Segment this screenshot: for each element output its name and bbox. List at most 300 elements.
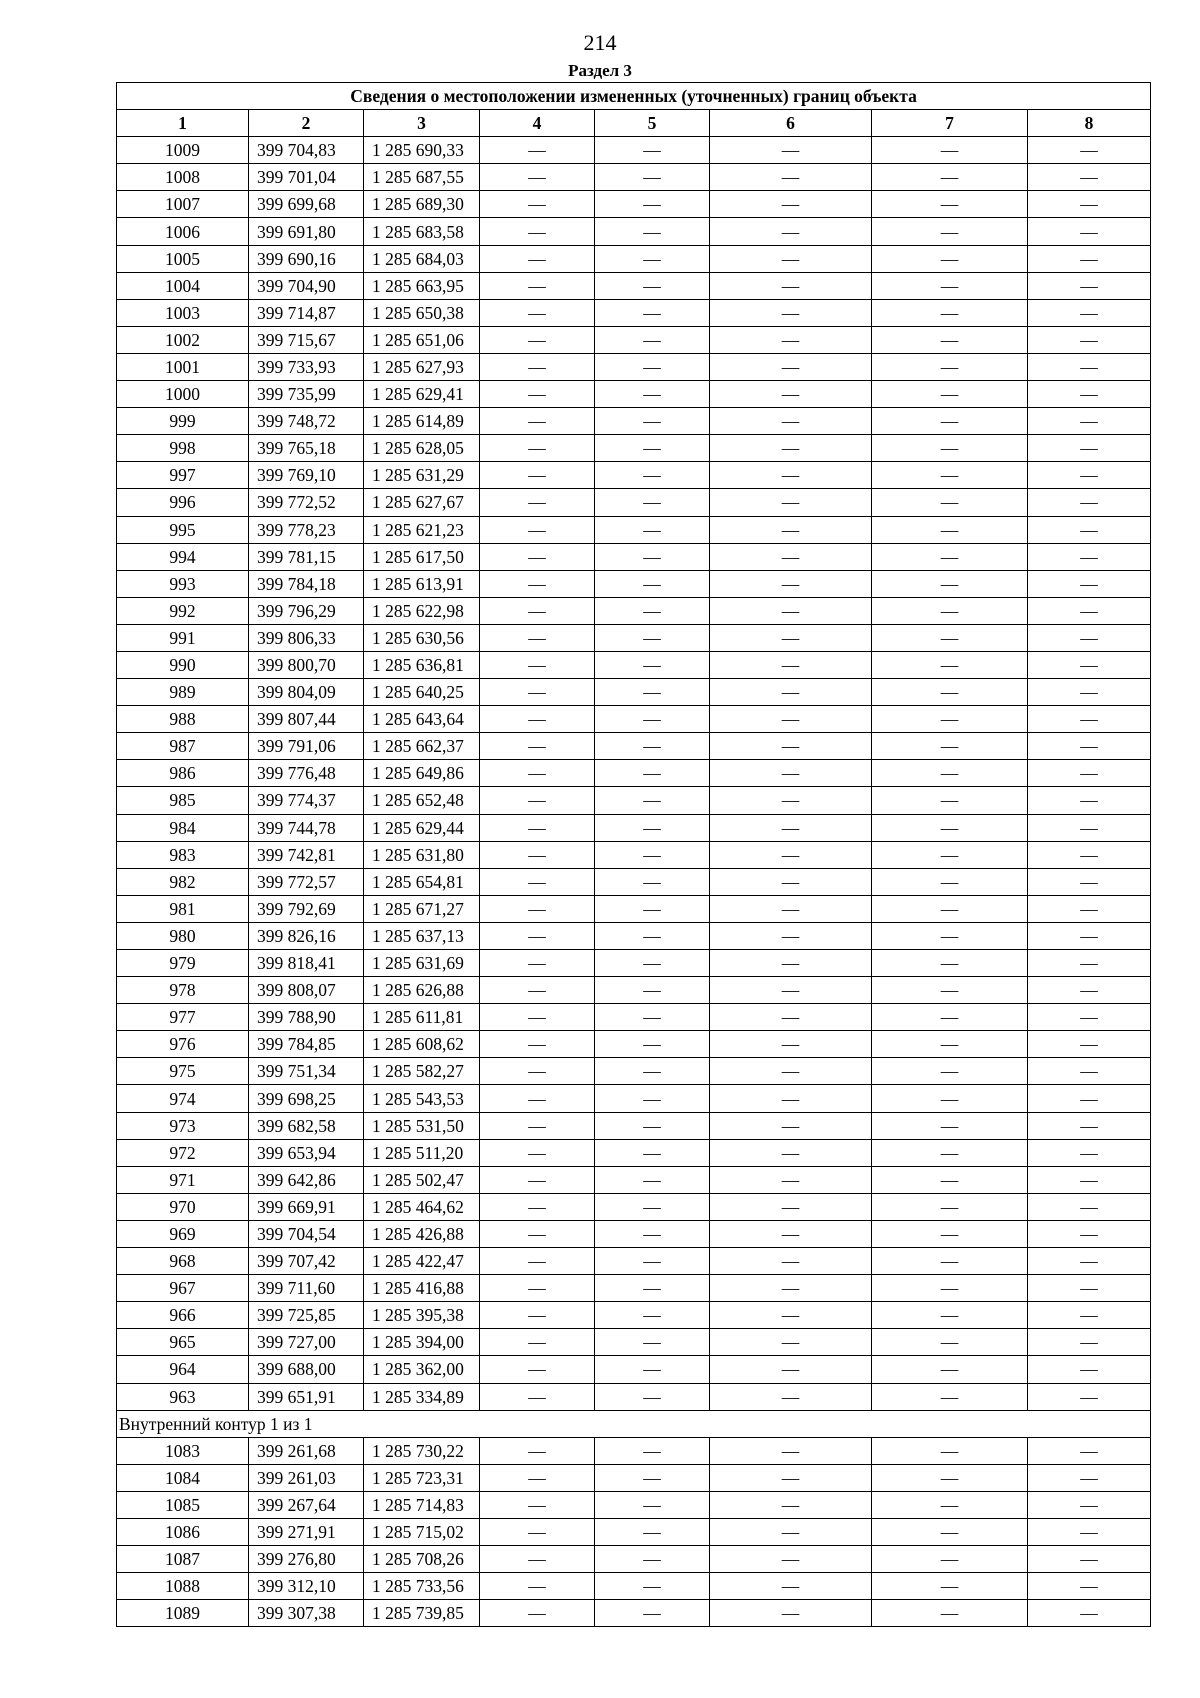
empty-value-cell: — (1028, 218, 1151, 245)
empty-value-cell: — (480, 137, 595, 164)
empty-value-cell: — (872, 1383, 1028, 1410)
empty-value-cell: — (710, 1437, 872, 1464)
y-coordinate-cell: 1 285 422,47 (364, 1248, 480, 1275)
empty-value-cell: — (480, 516, 595, 543)
empty-value-cell: — (595, 895, 710, 922)
empty-value-cell: — (595, 353, 710, 380)
empty-value-cell: — (1028, 489, 1151, 516)
empty-value-cell: — (872, 706, 1028, 733)
empty-value-cell: — (1028, 462, 1151, 489)
empty-value-cell: — (872, 1166, 1028, 1193)
empty-value-cell: — (710, 624, 872, 651)
y-coordinate-cell: 1 285 626,88 (364, 977, 480, 1004)
empty-value-cell: — (1028, 381, 1151, 408)
empty-value-cell: — (872, 1600, 1028, 1627)
point-number-cell: 985 (117, 787, 249, 814)
empty-value-cell: — (710, 1058, 872, 1085)
empty-value-cell: — (872, 1004, 1028, 1031)
empty-value-cell: — (1028, 1275, 1151, 1302)
table-row (117, 1356, 1151, 1383)
empty-value-cell: — (710, 597, 872, 624)
point-number-cell: 982 (117, 868, 249, 895)
empty-value-cell: — (480, 1491, 595, 1518)
y-coordinate-cell: 1 285 687,55 (364, 164, 480, 191)
y-coordinate-cell: 1 285 627,93 (364, 353, 480, 380)
x-coordinate-cell: 399 669,91 (249, 1193, 364, 1220)
empty-value-cell: — (480, 381, 595, 408)
empty-value-cell: — (872, 1193, 1028, 1220)
empty-value-cell: — (710, 326, 872, 353)
empty-value-cell: — (1028, 733, 1151, 760)
empty-value-cell: — (480, 1220, 595, 1247)
empty-value-cell: — (480, 245, 595, 272)
empty-value-cell: — (710, 787, 872, 814)
table-row (117, 1031, 1151, 1058)
empty-value-cell: — (1028, 1166, 1151, 1193)
empty-value-cell: — (1028, 1437, 1151, 1464)
y-coordinate-cell: 1 285 640,25 (364, 679, 480, 706)
table-row (117, 651, 1151, 678)
empty-value-cell: — (1028, 868, 1151, 895)
empty-value-cell: — (872, 1464, 1028, 1491)
x-coordinate-cell: 399 808,07 (249, 977, 364, 1004)
x-coordinate-cell: 399 778,23 (249, 516, 364, 543)
empty-value-cell: — (710, 733, 872, 760)
empty-value-cell: — (710, 1464, 872, 1491)
empty-value-cell: — (872, 1491, 1028, 1518)
x-coordinate-cell: 399 691,80 (249, 218, 364, 245)
y-coordinate-cell: 1 285 636,81 (364, 651, 480, 678)
y-coordinate-cell: 1 285 394,00 (364, 1329, 480, 1356)
empty-value-cell: — (595, 1004, 710, 1031)
x-coordinate-cell: 399 806,33 (249, 624, 364, 651)
column-header: 4 (480, 110, 595, 137)
empty-value-cell: — (710, 1166, 872, 1193)
empty-value-cell: — (595, 245, 710, 272)
point-number-cell: 1008 (117, 164, 249, 191)
empty-value-cell: — (1028, 1356, 1151, 1383)
point-number-cell: 965 (117, 1329, 249, 1356)
empty-value-cell: — (872, 1356, 1028, 1383)
empty-value-cell: — (595, 1383, 710, 1410)
empty-value-cell: — (872, 1220, 1028, 1247)
empty-value-cell: — (1028, 950, 1151, 977)
table-row (117, 814, 1151, 841)
empty-value-cell: — (1028, 841, 1151, 868)
x-coordinate-cell: 399 751,34 (249, 1058, 364, 1085)
empty-value-cell: — (480, 191, 595, 218)
empty-value-cell: — (595, 1600, 710, 1627)
boundary-coordinates-table (116, 82, 1151, 1627)
empty-value-cell: — (872, 191, 1028, 218)
empty-value-cell: — (480, 1546, 595, 1573)
y-coordinate-cell: 1 285 543,53 (364, 1085, 480, 1112)
empty-value-cell: — (872, 272, 1028, 299)
y-coordinate-cell: 1 285 662,37 (364, 733, 480, 760)
empty-value-cell: — (872, 950, 1028, 977)
point-number-cell: 1004 (117, 272, 249, 299)
column-header: 3 (364, 110, 480, 137)
table-row (117, 787, 1151, 814)
empty-value-cell: — (710, 462, 872, 489)
empty-value-cell: — (595, 597, 710, 624)
table-row (117, 922, 1151, 949)
table-row (117, 895, 1151, 922)
empty-value-cell: — (480, 977, 595, 1004)
empty-value-cell: — (1028, 191, 1151, 218)
empty-value-cell: — (480, 814, 595, 841)
empty-value-cell: — (595, 977, 710, 1004)
empty-value-cell: — (872, 1139, 1028, 1166)
x-coordinate-cell: 399 707,42 (249, 1248, 364, 1275)
y-coordinate-cell: 1 285 622,98 (364, 597, 480, 624)
empty-value-cell: — (595, 516, 710, 543)
y-coordinate-cell: 1 285 643,64 (364, 706, 480, 733)
empty-value-cell: — (710, 1220, 872, 1247)
empty-value-cell: — (480, 651, 595, 678)
table-row (117, 1166, 1151, 1193)
empty-value-cell: — (595, 1329, 710, 1356)
y-coordinate-cell: 1 285 715,02 (364, 1518, 480, 1545)
empty-value-cell: — (710, 1573, 872, 1600)
x-coordinate-cell: 399 774,37 (249, 787, 364, 814)
empty-value-cell: — (480, 1031, 595, 1058)
table-row (117, 245, 1151, 272)
empty-value-cell: — (710, 218, 872, 245)
y-coordinate-cell: 1 285 621,23 (364, 516, 480, 543)
empty-value-cell: — (480, 1573, 595, 1600)
x-coordinate-cell: 399 267,64 (249, 1491, 364, 1518)
empty-value-cell: — (1028, 570, 1151, 597)
y-coordinate-cell: 1 285 649,86 (364, 760, 480, 787)
empty-value-cell: — (480, 1356, 595, 1383)
empty-value-cell: — (710, 1004, 872, 1031)
empty-value-cell: — (1028, 299, 1151, 326)
x-coordinate-cell: 399 727,00 (249, 1329, 364, 1356)
y-coordinate-cell: 1 285 714,83 (364, 1491, 480, 1518)
empty-value-cell: — (872, 489, 1028, 516)
empty-value-cell: — (480, 1139, 595, 1166)
empty-value-cell: — (710, 895, 872, 922)
empty-value-cell: — (480, 1302, 595, 1329)
empty-value-cell: — (1028, 1031, 1151, 1058)
y-coordinate-cell: 1 285 629,44 (364, 814, 480, 841)
x-coordinate-cell: 399 725,85 (249, 1302, 364, 1329)
table-row (117, 1546, 1151, 1573)
y-coordinate-cell: 1 285 631,29 (364, 462, 480, 489)
point-number-cell: 990 (117, 651, 249, 678)
empty-value-cell: — (480, 895, 595, 922)
table-row (117, 191, 1151, 218)
empty-value-cell: — (480, 1166, 595, 1193)
point-number-cell: 988 (117, 706, 249, 733)
empty-value-cell: — (710, 1031, 872, 1058)
empty-value-cell: — (872, 1329, 1028, 1356)
empty-value-cell: — (710, 164, 872, 191)
x-coordinate-cell: 399 796,29 (249, 597, 364, 624)
table-row (117, 164, 1151, 191)
empty-value-cell: — (595, 733, 710, 760)
empty-value-cell: — (872, 1031, 1028, 1058)
empty-value-cell: — (710, 1383, 872, 1410)
empty-value-cell: — (480, 706, 595, 733)
empty-value-cell: — (480, 1112, 595, 1139)
point-number-cell: 991 (117, 624, 249, 651)
empty-value-cell: — (480, 326, 595, 353)
y-coordinate-cell: 1 285 723,31 (364, 1464, 480, 1491)
table-row (117, 381, 1151, 408)
empty-value-cell: — (480, 922, 595, 949)
x-coordinate-cell: 399 642,86 (249, 1166, 364, 1193)
y-coordinate-cell: 1 285 426,88 (364, 1220, 480, 1247)
x-coordinate-cell: 399 704,83 (249, 137, 364, 164)
table-row (117, 1193, 1151, 1220)
empty-value-cell: — (872, 408, 1028, 435)
table-row (117, 624, 1151, 651)
empty-value-cell: — (595, 543, 710, 570)
table-row (117, 570, 1151, 597)
empty-value-cell: — (480, 679, 595, 706)
table-row (117, 597, 1151, 624)
empty-value-cell: — (595, 462, 710, 489)
empty-value-cell: — (710, 1518, 872, 1545)
empty-value-cell: — (872, 1302, 1028, 1329)
empty-value-cell: — (1028, 787, 1151, 814)
empty-value-cell: — (710, 1546, 872, 1573)
x-coordinate-cell: 399 776,48 (249, 760, 364, 787)
y-coordinate-cell: 1 285 582,27 (364, 1058, 480, 1085)
empty-value-cell: — (1028, 1518, 1151, 1545)
table-row (117, 326, 1151, 353)
y-coordinate-cell: 1 285 690,33 (364, 137, 480, 164)
x-coordinate-cell: 399 699,68 (249, 191, 364, 218)
empty-value-cell: — (1028, 137, 1151, 164)
empty-value-cell: — (1028, 1383, 1151, 1410)
empty-value-cell: — (480, 408, 595, 435)
empty-value-cell: — (872, 841, 1028, 868)
empty-value-cell: — (872, 733, 1028, 760)
section-title: Раздел 3 (568, 61, 632, 80)
empty-value-cell: — (480, 1600, 595, 1627)
empty-value-cell: — (595, 760, 710, 787)
x-coordinate-cell: 399 784,18 (249, 570, 364, 597)
empty-value-cell: — (595, 814, 710, 841)
table-row (117, 218, 1151, 245)
empty-value-cell: — (710, 1085, 872, 1112)
x-coordinate-cell: 399 682,58 (249, 1112, 364, 1139)
point-number-cell: 1006 (117, 218, 249, 245)
x-coordinate-cell: 399 772,52 (249, 489, 364, 516)
point-number-cell: 993 (117, 570, 249, 597)
empty-value-cell: — (710, 272, 872, 299)
empty-value-cell: — (595, 1275, 710, 1302)
x-coordinate-cell: 399 818,41 (249, 950, 364, 977)
empty-value-cell: — (872, 245, 1028, 272)
y-coordinate-cell: 1 285 628,05 (364, 435, 480, 462)
empty-value-cell: — (710, 381, 872, 408)
empty-value-cell: — (710, 1139, 872, 1166)
y-coordinate-cell: 1 285 650,38 (364, 299, 480, 326)
table-row (117, 1004, 1151, 1031)
empty-value-cell: — (480, 489, 595, 516)
empty-value-cell: — (710, 516, 872, 543)
x-coordinate-cell: 399 800,70 (249, 651, 364, 678)
point-number-cell: 1085 (117, 1491, 249, 1518)
point-number-cell: 1009 (117, 137, 249, 164)
empty-value-cell: — (595, 624, 710, 651)
empty-value-cell: — (710, 408, 872, 435)
empty-value-cell: — (595, 1193, 710, 1220)
point-number-cell: 968 (117, 1248, 249, 1275)
empty-value-cell: — (480, 164, 595, 191)
table-row (117, 353, 1151, 380)
column-header: 8 (1028, 110, 1151, 137)
y-coordinate-cell: 1 285 683,58 (364, 218, 480, 245)
x-coordinate-cell: 399 748,72 (249, 408, 364, 435)
empty-value-cell: — (595, 1112, 710, 1139)
table-caption: Сведения о местоположении измененных (уточненных) границ объекта (117, 83, 1151, 110)
y-coordinate-cell: 1 285 627,67 (364, 489, 480, 516)
point-number-cell: 971 (117, 1166, 249, 1193)
empty-value-cell: — (480, 353, 595, 380)
table-row (117, 1112, 1151, 1139)
empty-value-cell: — (872, 164, 1028, 191)
point-number-cell: 973 (117, 1112, 249, 1139)
empty-value-cell: — (1028, 245, 1151, 272)
y-coordinate-cell: 1 285 464,62 (364, 1193, 480, 1220)
x-coordinate-cell: 399 714,87 (249, 299, 364, 326)
empty-value-cell: — (872, 597, 1028, 624)
empty-value-cell: — (872, 1248, 1028, 1275)
x-coordinate-cell: 399 735,99 (249, 381, 364, 408)
x-coordinate-cell: 399 781,15 (249, 543, 364, 570)
y-coordinate-cell: 1 285 637,13 (364, 922, 480, 949)
y-coordinate-cell: 1 285 708,26 (364, 1546, 480, 1573)
x-coordinate-cell: 399 711,60 (249, 1275, 364, 1302)
x-coordinate-cell: 399 788,90 (249, 1004, 364, 1031)
table-row (117, 1058, 1151, 1085)
empty-value-cell: — (480, 841, 595, 868)
y-coordinate-cell: 1 285 671,27 (364, 895, 480, 922)
point-number-cell: 981 (117, 895, 249, 922)
empty-value-cell: — (480, 1004, 595, 1031)
y-coordinate-cell: 1 285 334,89 (364, 1383, 480, 1410)
y-coordinate-cell: 1 285 630,56 (364, 624, 480, 651)
empty-value-cell: — (872, 977, 1028, 1004)
empty-value-cell: — (872, 1546, 1028, 1573)
y-coordinate-cell: 1 285 629,41 (364, 381, 480, 408)
point-number-cell: 1089 (117, 1600, 249, 1627)
empty-value-cell: — (1028, 1058, 1151, 1085)
point-number-cell: 972 (117, 1139, 249, 1166)
empty-value-cell: — (872, 922, 1028, 949)
empty-value-cell: — (595, 164, 710, 191)
x-coordinate-cell: 399 701,04 (249, 164, 364, 191)
empty-value-cell: — (480, 1248, 595, 1275)
column-header: 1 (117, 110, 249, 137)
point-number-cell: 984 (117, 814, 249, 841)
empty-value-cell: — (595, 191, 710, 218)
empty-value-cell: — (480, 950, 595, 977)
x-coordinate-cell: 399 715,67 (249, 326, 364, 353)
y-coordinate-cell: 1 285 511,20 (364, 1139, 480, 1166)
empty-value-cell: — (1028, 1464, 1151, 1491)
empty-value-cell: — (872, 299, 1028, 326)
empty-value-cell: — (480, 1464, 595, 1491)
empty-value-cell: — (872, 435, 1028, 462)
table-row (117, 1220, 1151, 1247)
point-number-cell: 997 (117, 462, 249, 489)
empty-value-cell: — (595, 489, 710, 516)
point-number-cell: 998 (117, 435, 249, 462)
empty-value-cell: — (480, 1437, 595, 1464)
column-header-row (117, 110, 1151, 137)
empty-value-cell: — (872, 1437, 1028, 1464)
empty-value-cell: — (480, 462, 595, 489)
empty-value-cell: — (595, 950, 710, 977)
empty-value-cell: — (595, 706, 710, 733)
empty-value-cell: — (710, 1329, 872, 1356)
point-number-cell: 1007 (117, 191, 249, 218)
point-number-cell: 1084 (117, 1464, 249, 1491)
empty-value-cell: — (595, 326, 710, 353)
empty-value-cell: — (872, 326, 1028, 353)
empty-value-cell: — (1028, 922, 1151, 949)
x-coordinate-cell: 399 276,80 (249, 1546, 364, 1573)
y-coordinate-cell: 1 285 730,22 (364, 1437, 480, 1464)
empty-value-cell: — (1028, 1112, 1151, 1139)
empty-value-cell: — (1028, 651, 1151, 678)
empty-value-cell: — (595, 435, 710, 462)
empty-value-cell: — (710, 1600, 872, 1627)
x-coordinate-cell: 399 744,78 (249, 814, 364, 841)
x-coordinate-cell: 399 688,00 (249, 1356, 364, 1383)
empty-value-cell: — (710, 679, 872, 706)
page-number: 214 (583, 30, 617, 55)
empty-value-cell: — (1028, 272, 1151, 299)
empty-value-cell: — (595, 1058, 710, 1085)
empty-value-cell: — (1028, 516, 1151, 543)
empty-value-cell: — (1028, 977, 1151, 1004)
empty-value-cell: — (1028, 706, 1151, 733)
empty-value-cell: — (480, 597, 595, 624)
empty-value-cell: — (1028, 624, 1151, 651)
empty-value-cell: — (710, 950, 872, 977)
y-coordinate-cell: 1 285 502,47 (364, 1166, 480, 1193)
point-number-cell: 1005 (117, 245, 249, 272)
point-number-cell: 970 (117, 1193, 249, 1220)
point-number-cell: 1087 (117, 1546, 249, 1573)
empty-value-cell: — (1028, 1139, 1151, 1166)
point-number-cell: 977 (117, 1004, 249, 1031)
empty-value-cell: — (710, 868, 872, 895)
empty-value-cell: — (480, 760, 595, 787)
empty-value-cell: — (710, 760, 872, 787)
x-coordinate-cell: 399 791,06 (249, 733, 364, 760)
empty-value-cell: — (595, 1220, 710, 1247)
inner-contour-row (117, 1410, 1151, 1437)
table-row (117, 137, 1151, 164)
empty-value-cell: — (1028, 1329, 1151, 1356)
empty-value-cell: — (1028, 1193, 1151, 1220)
x-coordinate-cell: 399 690,16 (249, 245, 364, 272)
empty-value-cell: — (710, 814, 872, 841)
empty-value-cell: — (595, 651, 710, 678)
table-row (117, 1085, 1151, 1112)
empty-value-cell: — (872, 1058, 1028, 1085)
table-row (117, 679, 1151, 706)
y-coordinate-cell: 1 285 689,30 (364, 191, 480, 218)
